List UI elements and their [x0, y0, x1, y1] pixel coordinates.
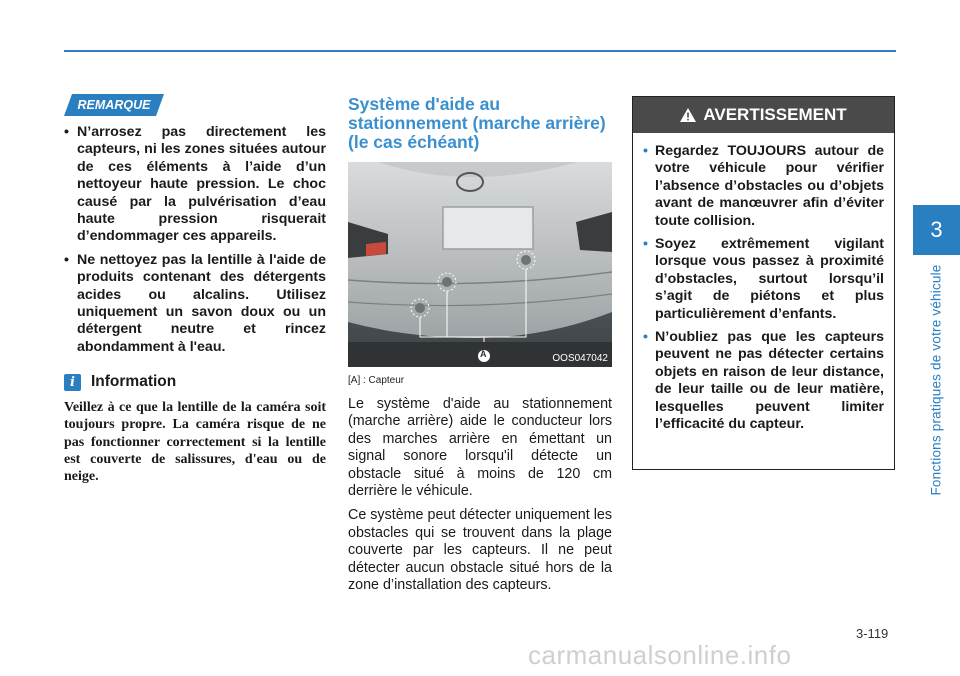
section-title-line: (le cas échéant) — [348, 132, 480, 152]
warning-header — [633, 97, 894, 133]
watermark: carmanualsonline.info — [528, 640, 792, 670]
warning-item: • Soyez extrêmement vigilant lorsque vous passez à proximité d’obstacles, surtout lorsqu’il s’agit de piétons et plus particulièrement d’enfants. — [643, 236, 884, 323]
top-rule — [64, 50, 896, 52]
sensor-label: A — [480, 349, 487, 359]
warning-title: AVERTISSEMENT — [703, 105, 847, 124]
information-header — [64, 371, 326, 393]
info-icon: i — [64, 374, 81, 391]
warning-item: • N’oubliez pas que les capteurs peuvent ne pas détecter certains objets en raison de leur distance, de leur taille ou de leur matière, lesquelles peuvent limiter l’efficacité du capteur. — [643, 329, 884, 433]
remark-badge — [64, 94, 164, 116]
warning-item: • Regardez TOUJOURS autour de votre véhicule pour vérifier l’absence d’obstacles ou d’objets avant de manœuvrer afin d’éviter toute collision. — [643, 143, 884, 230]
remark-item: • N’arrosez pas directement les capteurs, ni les zones situées autour de ces éléments à l’aide d’un nettoyeur haute pression. Le choc causé par la pulvérisation d’eau haute pression risquerait d’endommager ces appareils. — [64, 124, 326, 246]
page-number: 3-119 — [856, 626, 889, 641]
information-text: Veillez à ce que la lentille de la caméra soit toujours propre. La caméra risque de ne pas fonctionner correctement si la lentille est couverte de salissures, d'eau ou de neige. — [64, 400, 326, 485]
chapter-number: 3 — [930, 217, 943, 242]
remark-list — [64, 124, 326, 356]
warning-list — [633, 133, 894, 434]
rear-bumper-illustration — [348, 162, 612, 367]
parking-assist-section — [348, 95, 612, 594]
section-title-line: Système d'aide au — [348, 94, 501, 114]
section-paragraph: Le système d'aide au stationnement (marche arrière) aide le conducteur lors des marches arrière en émettant un signal sonore lorsqu'il détecte un obstacle situé à moins de 120 cm derrière le véhicule. — [348, 396, 612, 500]
figure-code: OOS047042 — [552, 353, 608, 364]
remark-badge-label: REMARQUE — [77, 98, 151, 112]
side-title-text: Fonctions pratiques de votre véhicule — [928, 264, 944, 496]
warning-box — [632, 96, 895, 470]
remark-item: • Ne nettoyez pas la lentille à l'aide de produits contenant des détergents acides ou alcalins. Utilisez uniquement un savon doux ou un détergent neutre et rincez abondamment à l'eau. — [64, 252, 326, 356]
section-paragraph: Ce système peut détecter uniquement les obstacles qui se trouvent dans la plage couverte par les capteurs. Il ne peut détecter aucun obstacle situé hors de la zone d’installation des capteurs. — [348, 507, 612, 594]
rear-bumper-figure — [348, 162, 612, 367]
section-title-line: stationnement (marche arrière) — [348, 113, 606, 133]
warning-triangle-icon — [680, 108, 696, 122]
figure-caption: [A] : Capteur — [348, 375, 405, 386]
section-title — [348, 95, 612, 152]
information-title: Information — [91, 373, 177, 391]
remark-column — [64, 124, 326, 485]
chapter-tab — [913, 205, 960, 255]
